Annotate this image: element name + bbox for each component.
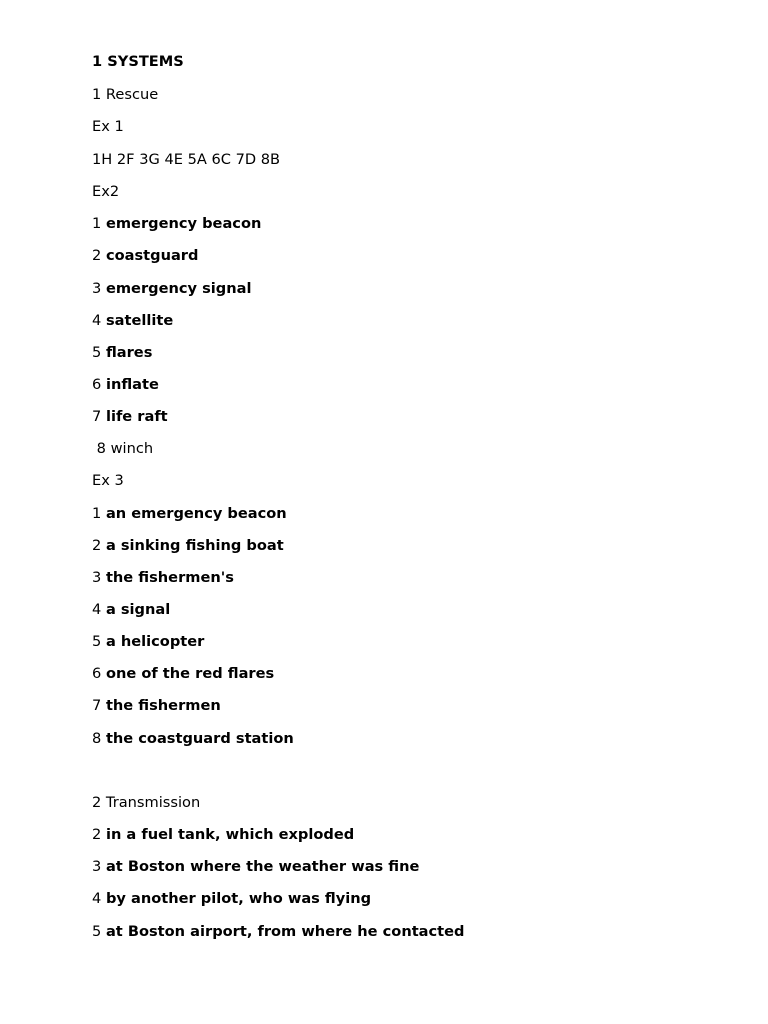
item-number: 5 [92,633,102,650]
ex2-item [92,247,198,265]
item-number: 7 [92,697,102,714]
ex3-item [92,569,234,587]
item-number: 1 [92,215,102,232]
ex3-item [92,697,221,715]
document-heading: 1 SYSTEMS [92,53,184,70]
item-text: an emergency beacon [105,505,287,522]
item-text: one of the red flares [105,665,275,682]
ex1-label: Ex 1 [92,118,124,135]
item-text: a sinking fishing boat [105,537,284,554]
ex2-item [92,376,159,394]
ex2-item [92,440,153,458]
ex2-item [92,215,261,233]
item-text: life raft [105,408,168,425]
item-number: 4 [92,601,102,618]
item-number: 6 [92,376,102,393]
item-text: satellite [105,312,174,329]
item-text: emergency beacon [105,215,262,232]
item-number: 3 [92,280,102,297]
section-2-title: 2 Transmission [92,794,201,811]
item-number: 4 [92,312,102,329]
ex3-item [92,633,204,651]
ex3-item [92,505,287,523]
ex3-item [92,537,284,555]
ex2-item [92,408,168,426]
item-text: a helicopter [105,633,205,650]
item-number: 8 [92,440,106,457]
item-text: a signal [105,601,171,618]
item-number: 2 [92,247,102,264]
ex2-label: Ex2 [92,183,120,200]
item-number: 5 [92,344,102,361]
item-number: 4 [92,890,102,907]
item-text: flares [105,344,153,361]
item-text: emergency signal [105,280,252,297]
item-text: the coastguard station [105,730,294,747]
item-number: 8 [92,730,102,747]
section2-item [92,826,354,844]
item-text: in a fuel tank, which exploded [105,826,355,843]
item-text: by another pilot, who was flying [105,890,372,907]
item-text: at Boston airport, from where he contacted [105,923,465,940]
ex3-item [92,601,170,619]
ex2-item [92,344,152,362]
item-number: 6 [92,665,102,682]
item-text: the fishermen's [105,569,234,586]
item-text: at Boston where the weather was fine [105,858,420,875]
item-text: the fishermen [105,697,221,714]
ex3-item [92,730,294,748]
item-text: winch [110,440,154,457]
item-number: 5 [92,923,102,940]
item-text: inflate [105,376,159,393]
section-1-title: 1 Rescue [92,86,159,103]
section2-item [92,890,371,908]
section2-item [92,923,465,941]
ex1-answers: 1H 2F 3G 4E 5A 6C 7D 8B [92,151,281,168]
section2-item [92,858,419,876]
item-number: 1 [92,505,102,522]
item-number: 2 [92,537,102,554]
item-number: 2 [92,826,102,843]
item-number: 7 [92,408,102,425]
ex2-item [92,280,252,298]
ex3-item [92,665,274,683]
ex2-item [92,312,173,330]
item-number: 3 [92,858,102,875]
item-number: 3 [92,569,102,586]
ex3-label: Ex 3 [92,472,124,489]
item-text: coastguard [105,247,199,264]
